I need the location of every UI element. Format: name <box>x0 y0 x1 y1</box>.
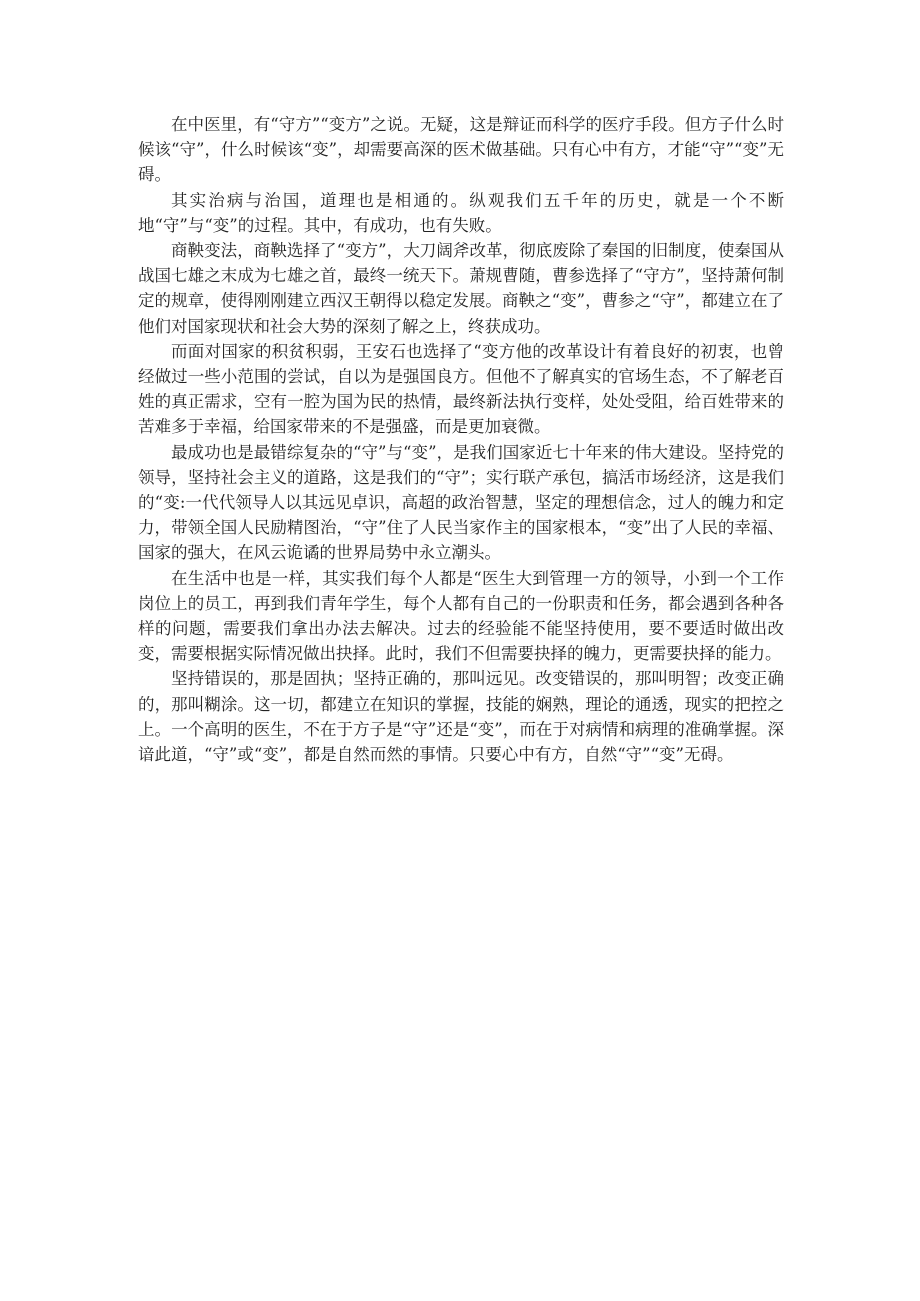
paragraph-7: 坚持错误的，那是固执；坚持正确的，那叫远见。改变错误的，那叫明智；改变正确的，那叫糊涂。这一切，都建立在知识的掌握，技能的娴熟，理论的通透，现实的把控之上。一个高明的医生，不在于方子是“守”还是“变”，而在于对病情和病理的准确掌握。深谙此道，“守”或“变”，都是自然而然的事情。只要心中有方，自然“守”“变”无碍。 <box>138 669 784 765</box>
paragraph-6: 在生活中也是一样，其实我们每个人都是“医生大到管理一方的领导，小到一个工作岗位上的员工，再到我们青年学生，每个人都有自己的一份职责和任务，都会遇到各种各样的问题，需要我们拿出办法去解决。过去的经验能不能坚持使用，要不要适时做出改变，需要根据实际情况做出抉择。此时，我们不但需要抉择的魄力，更需要抉择的能力。 <box>138 568 784 664</box>
paragraph-3: 商鞅变法，商鞅选择了“变方”，大刀阔斧改革，彻底废除了秦国的旧制度，使秦国从战国七雄之末成为七雄之首，最终一统天下。萧规曹随，曹参选择了“守方”，坚持萧何制定的规章，使得刚刚建立西汉王朝得以稳定发展。商鞅之“变”，曹参之“守”，都建立在了他们对国家现状和社会大势的深刻了解之上，终获成功。 <box>138 241 784 336</box>
paragraph-4: 而面对国家的积贫积弱，王安石也选择了“变方他的改革设计有着良好的初衷，也曾经做过一些小范围的尝试，自以为是强国良方。但他不了解真实的官场生态，不了解老百姓的真正需求，空有一腔为国为民的热情，最终新法执行变样，处处受阻，给百姓带来的苦难多于幸福，给国家带来的不是强盛，而是更加衰微。 <box>138 341 784 437</box>
paragraph-2: 其实治病与治国，道理也是相通的。纵观我们五千年的历史，就是一个不断地“守”与“变”的过程。其中，有成功，也有失败。 <box>138 190 784 235</box>
essay-body <box>138 112 784 767</box>
paragraph-5: 最成功也是最错综复杂的“守”与“变”，是我们国家近七十年来的伟大建设。坚持党的领导，坚持社会主义的道路，这是我们的“守”；实行联产承包，搞活市场经济，这是我们的“变:一代代领导人以其远见卓识，高超的政治智慧，坚定的理想信念，过人的魄力和定力，带领全国人民励精图治，“守”住了人民当家作主的国家根本，“变”出了人民的幸福、国家的强大，在风云诡谲的世界局势中永立潮头。 <box>138 442 784 563</box>
paragraph-1: 在中医里，有“守方”“变方”之说。无疑，这是辩证而科学的医疗手段。但方子什么时候该“守”，什么时候该“变”，却需要高深的医术做基础。只有心中有方，才能“守”“变”无碍。 <box>138 115 784 185</box>
